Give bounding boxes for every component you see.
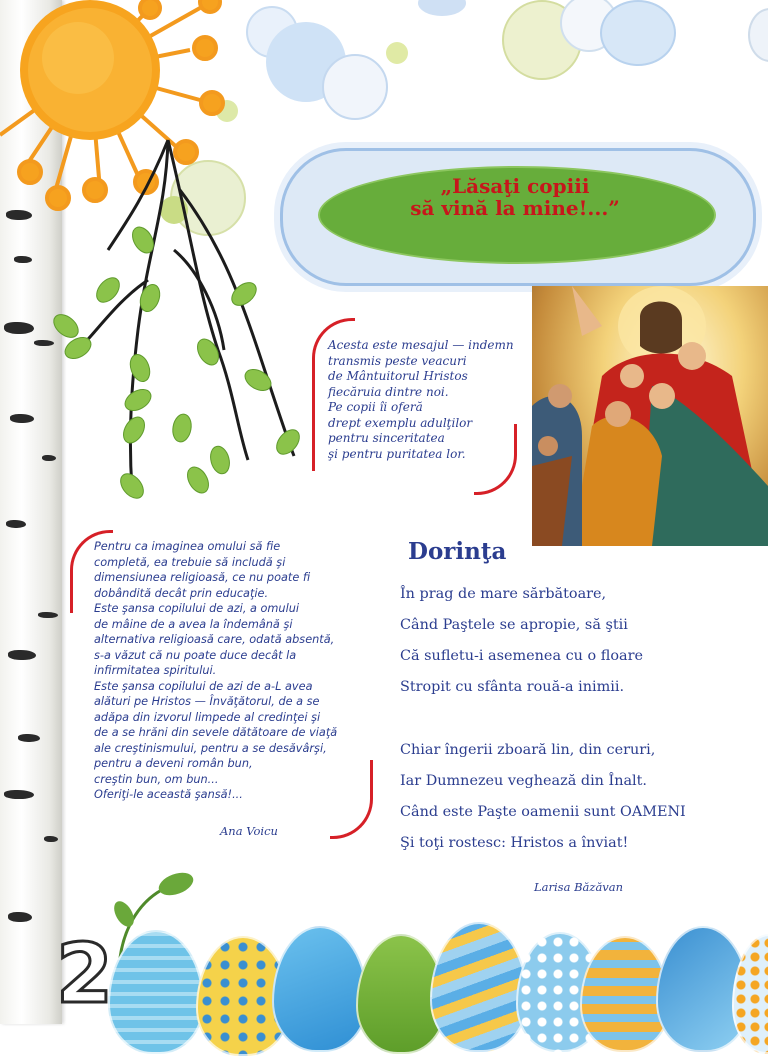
bubble [418, 0, 466, 16]
essay-line: completă, ea trebuie să includă şi [94, 555, 286, 569]
essay-line: de a se hrăni din sevele dătătoare de viaţă [94, 726, 338, 739]
essay-line: dimensiunea religioasă, ce nu poate fi [94, 571, 311, 584]
bark-mark [4, 790, 34, 799]
bark-mark [6, 520, 26, 528]
bark-mark [8, 650, 36, 660]
poem-line: Stropit cu sfânta rouă-a inimii. [400, 679, 625, 695]
message-line: Acesta este mesajul — indemn [328, 338, 514, 352]
message-line: fiecăruia dintre noi. [328, 384, 449, 399]
bubble [386, 42, 408, 64]
bark-mark [44, 836, 58, 842]
essay-line: Este şansa copilului de azi, a omului [94, 602, 300, 615]
essay-line: s-a văzut că nu poate duce decât la [94, 648, 297, 662]
message-line: Pe copii îi oferă [328, 400, 423, 414]
bark-mark [14, 256, 32, 263]
page-title [318, 175, 712, 219]
bubble [600, 0, 676, 66]
page-number: 2 [56, 927, 114, 1022]
message-line: şi pentru puritatea lor. [328, 446, 466, 461]
poem-line: Când este Paşte oamenii sunt OAMENI [400, 804, 686, 820]
title-line-2: să vină la mine!...” [410, 196, 620, 220]
poem-author: Larisa Băzăvan [534, 880, 624, 894]
essay-line: alături pe Hristos — Învăţătorul, de a se [94, 695, 320, 708]
essay-line: infirmitatea spiritului. [94, 664, 217, 677]
bark-mark [18, 734, 40, 742]
essay-line: pentru a deveni român bun, [94, 757, 253, 770]
essay-line: Este şansa copilului de azi de a-L avea [94, 679, 313, 693]
essay-line: dobândită decât prin educaţie. [94, 586, 269, 600]
message-line: drept exemplu adulţilor [328, 415, 473, 430]
poem-line: Când Paştele se apropie, să ştii [400, 617, 628, 633]
essay-text [94, 539, 376, 803]
poem-title: Dorinţa [408, 538, 507, 565]
poem-line: Că sufletu-i asemenea cu o floare [400, 648, 643, 664]
bubble [748, 8, 768, 62]
essay-line: alternativa religioasă care, odată absentă, [94, 633, 335, 646]
essay-line: adăpa din izvorul limpede al credinţei şi [94, 710, 321, 724]
message-text [328, 338, 528, 462]
essay-author: Ana Voicu [220, 824, 278, 838]
hanging-branch [48, 130, 308, 510]
message-line: pentru sinceritatea [328, 431, 445, 445]
bark-mark [8, 912, 32, 922]
essay-line: de mâine de a avea la îndemână şi [94, 617, 293, 631]
bubble [322, 54, 388, 120]
poem-line: Chiar îngerii zboară lin, din ceruri, [400, 742, 656, 758]
bark-mark [38, 612, 58, 618]
message-line: de Mântuitorul Hristos [328, 369, 468, 383]
poem-line: Şi toţi rostesc: Hristos a înviat! [400, 835, 629, 851]
easter-egg [272, 926, 368, 1052]
essay-line: Oferiţi-le această şansă!... [94, 788, 243, 801]
easter-egg [430, 922, 528, 1052]
bark-mark [4, 322, 34, 334]
message-line: transmis peste veacuri [328, 353, 467, 368]
essay-line: Pentru ca imaginea omului să fie [94, 540, 281, 553]
essay-line: ale creştinismului, pentru a se desăvârşi, [94, 741, 327, 755]
essay-line: creştin bun, om bun... [94, 772, 219, 786]
jesus-with-children-painting [532, 286, 768, 546]
poem-line: Iar Dumnezeu veghează din Înalt. [400, 773, 648, 789]
bark-mark [10, 414, 34, 423]
poem-line: În prag de mare sărbătoare, [400, 586, 607, 602]
title-line-1: „Lăsaţi copiii [440, 174, 590, 198]
